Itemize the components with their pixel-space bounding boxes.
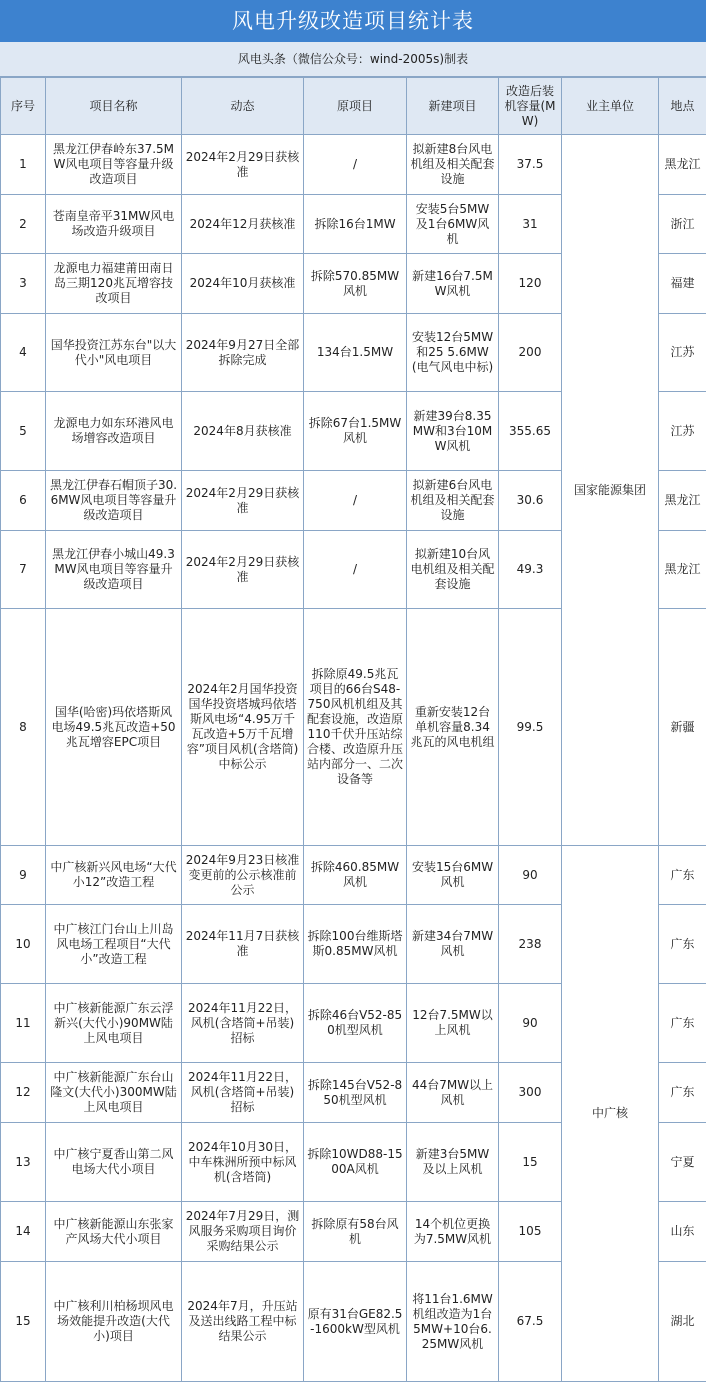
cell-original: / [304,471,407,531]
cell-name: 苍南皇帝平31MW风电场改造升级项目 [46,195,182,254]
cell-name: 国华投资江苏东台"以大代小"风电项目 [46,314,182,392]
header-row [1,78,706,135]
cell-location: 江苏 [659,314,706,392]
cell-new: 新建34台7MW风机 [407,905,499,984]
cell-name: 国华(哈密)玛依塔斯风电场49.5兆瓦改造+50兆瓦增容EPC项目 [46,609,182,846]
cell-original: 拆除145台V52-850机型风机 [304,1063,407,1123]
header-name: 项目名称 [46,78,182,135]
cell-capacity: 67.5 [499,1262,562,1382]
header-no: 序号 [1,78,46,135]
cell-capacity: 105 [499,1202,562,1262]
cell-name: 黑龙江伊春岭东37.5MW风电项目等容量升级改造项目 [46,135,182,195]
header-original: 原项目 [304,78,407,135]
cell-new: 44台7MW以上风机 [407,1063,499,1123]
cell-name: 中广核宁夏香山第二风电场大代小项目 [46,1123,182,1202]
cell-original: 拆除570.85MW风机 [304,254,407,314]
cell-location: 宁夏 [659,1123,706,1202]
cell-location: 湖北 [659,1262,706,1382]
cell-original: 拆除原49.5兆瓦项目的66台S48-750风机机组及其配套设施，改造原110千伏升压站综合楼、改造原升压站内部分一、二次设备等 [304,609,407,846]
cell-capacity: 200 [499,314,562,392]
cell-status: 2024年2月29日获核准 [182,135,304,195]
cell-location: 广东 [659,1063,706,1123]
cell-no: 1 [1,135,46,195]
cell-original: 拆除460.85MW风机 [304,846,407,905]
cell-no: 2 [1,195,46,254]
cell-new: 拟新建8台风电机组及相关配套设施 [407,135,499,195]
cell-no: 9 [1,846,46,905]
cell-original: 原有31台GE82.5-1600kW型风机 [304,1262,407,1382]
cell-new: 安装5台5MW及1台6MW风机 [407,195,499,254]
header-capacity: 改造后装机容量(MW) [499,78,562,135]
header-location: 地点 [659,78,706,135]
cell-location: 广东 [659,905,706,984]
cell-original: / [304,135,407,195]
cell-capacity: 99.5 [499,609,562,846]
page-subtitle: 风电头条（微信公众号：wind-2005s)制表 [0,42,706,77]
cell-capacity: 31 [499,195,562,254]
header-status: 动态 [182,78,304,135]
cell-status: 2024年2月29日获核准 [182,531,304,609]
cell-new: 安装15台6MW风机 [407,846,499,905]
cell-name: 中广核新能源广东台山隆文(大代小)300MW陆上风电项目 [46,1063,182,1123]
cell-location: 黑龙江 [659,531,706,609]
table-row [1,135,706,195]
cell-owner: 中广核 [562,846,659,1382]
cell-location: 福建 [659,254,706,314]
cell-capacity: 90 [499,984,562,1063]
cell-capacity: 30.6 [499,471,562,531]
cell-capacity: 300 [499,1063,562,1123]
cell-no: 8 [1,609,46,846]
cell-name: 龙源电力福建莆田南日岛三期120兆瓦增容技改项目 [46,254,182,314]
cell-original: 拆除46台V52-850机型风机 [304,984,407,1063]
cell-new: 14个机位更换为7.5MW风机 [407,1202,499,1262]
cell-status: 2024年10月30日，中车株洲所预中标风机(含塔筒) [182,1123,304,1202]
cell-name: 黑龙江伊春小城山49.3MW风电项目等容量升级改造项目 [46,531,182,609]
cell-location: 广东 [659,984,706,1063]
cell-capacity: 49.3 [499,531,562,609]
cell-no: 5 [1,392,46,471]
cell-status: 2024年12月获核准 [182,195,304,254]
cell-status: 2024年8月获核准 [182,392,304,471]
cell-status: 2024年7月29日，测风服务采购项目询价采购结果公示 [182,1202,304,1262]
cell-location: 黑龙江 [659,471,706,531]
cell-original: / [304,531,407,609]
cell-new: 新建3台5MW及以上风机 [407,1123,499,1202]
cell-original: 拆除10WD88-1500A风机 [304,1123,407,1202]
cell-location: 新疆 [659,609,706,846]
header-new: 新建项目 [407,78,499,135]
cell-new: 重新安装12台单机容量8.34兆瓦的风电机组 [407,609,499,846]
cell-status: 2024年2月29日获核准 [182,471,304,531]
cell-new: 新建39台8.35MW和3台10MW风机 [407,392,499,471]
cell-owner: 国家能源集团 [562,135,659,846]
cell-new: 拟新建6台风电机组及相关配套设施 [407,471,499,531]
cell-original: 拆除67台1.5MW风机 [304,392,407,471]
table-body [1,135,706,1382]
cell-capacity: 238 [499,905,562,984]
cell-status: 2024年2月国华投资国华投资塔城玛依塔斯风电场“4.95万千瓦改造+5万千瓦增容”项目风机(含塔筒)中标公示 [182,609,304,846]
cell-status: 2024年10月获核准 [182,254,304,314]
cell-capacity: 355.65 [499,392,562,471]
table-row [1,846,706,905]
cell-status: 2024年7月，升压站及送出线路工程中标结果公示 [182,1262,304,1382]
cell-status: 2024年11月22日，风机(含塔筒+吊装)招标 [182,1063,304,1123]
cell-new: 拟新建10台风电机组及相关配套设施 [407,531,499,609]
cell-new: 新建16台7.5MW风机 [407,254,499,314]
cell-original: 拆除16台1MW [304,195,407,254]
cell-original: 134台1.5MW [304,314,407,392]
cell-original: 拆除100台维斯塔斯0.85MW风机 [304,905,407,984]
cell-capacity: 120 [499,254,562,314]
cell-capacity: 37.5 [499,135,562,195]
cell-new: 将11台1.6MW机组改造为1台5MW+10台6.25MW风机 [407,1262,499,1382]
cell-location: 江苏 [659,392,706,471]
project-table [0,77,706,1382]
cell-no: 10 [1,905,46,984]
cell-location: 山东 [659,1202,706,1262]
cell-new: 12台7.5MW以上风机 [407,984,499,1063]
cell-name: 中广核新能源山东张家产风场大代小项目 [46,1202,182,1262]
cell-location: 浙江 [659,195,706,254]
cell-original: 拆除原有58台风机 [304,1202,407,1262]
cell-location: 黑龙江 [659,135,706,195]
cell-name: 中广核新兴风电场“大代小12”改造工程 [46,846,182,905]
cell-status: 2024年9月27日全部拆除完成 [182,314,304,392]
cell-status: 2024年9月23日核准变更前的公示核准前公示 [182,846,304,905]
cell-new: 安装12台5MW和25 5.6MW(电气风电中标) [407,314,499,392]
cell-location: 广东 [659,846,706,905]
cell-no: 3 [1,254,46,314]
cell-name: 中广核江门台山上川岛风电场工程项目“大代小”改造工程 [46,905,182,984]
cell-no: 12 [1,1063,46,1123]
cell-no: 15 [1,1262,46,1382]
cell-no: 4 [1,314,46,392]
cell-no: 13 [1,1123,46,1202]
cell-name: 中广核利川柏杨坝风电场效能提升改造(大代小)项目 [46,1262,182,1382]
header-owner: 业主单位 [562,78,659,135]
cell-name: 黑龙江伊春石帽顶子30.6MW风电项目等容量升级改造项目 [46,471,182,531]
cell-name: 中广核新能源广东云浮新兴(大代小)90MW陆上风电项目 [46,984,182,1063]
cell-capacity: 15 [499,1123,562,1202]
cell-status: 2024年11月22日，风机(含塔筒+吊装)招标 [182,984,304,1063]
cell-status: 2024年11月7日获核准 [182,905,304,984]
cell-no: 14 [1,1202,46,1262]
cell-no: 6 [1,471,46,531]
cell-name: 龙源电力如东环港风电场增容改造项目 [46,392,182,471]
cell-capacity: 90 [499,846,562,905]
page-title: 风电升级改造项目统计表 [0,0,706,42]
cell-no: 11 [1,984,46,1063]
cell-no: 7 [1,531,46,609]
